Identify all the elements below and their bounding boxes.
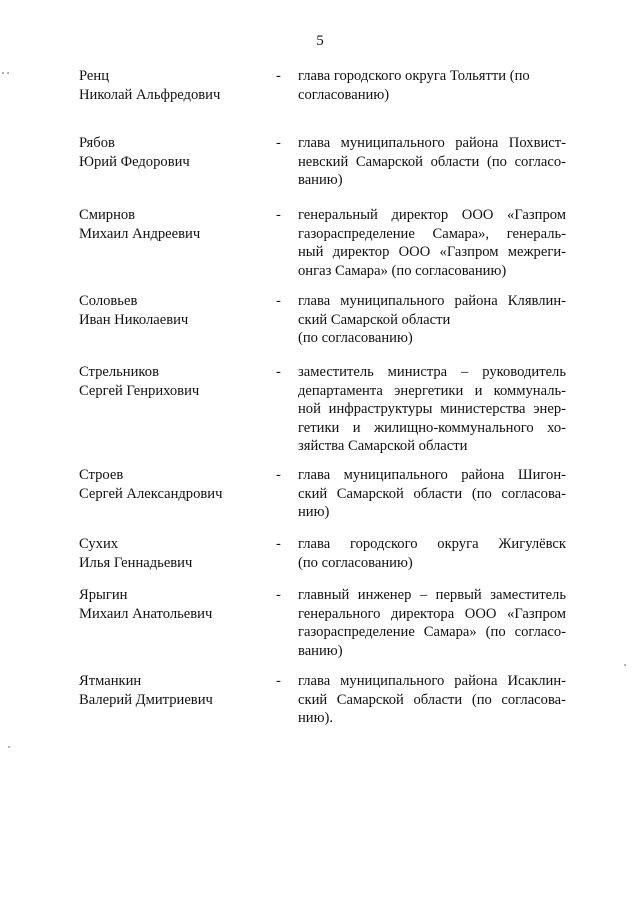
role-line: невский Самарской области (по согласо- <box>298 153 566 170</box>
surname: Стрельников <box>79 364 159 380</box>
role-line: ский Самарской области <box>298 311 451 328</box>
surname: Смирнов <box>79 207 136 223</box>
separator-dash: - <box>276 467 281 483</box>
role-line: (по согласованию) <box>298 554 413 571</box>
surname: Соловьев <box>79 293 138 309</box>
separator-dash: - <box>276 673 281 689</box>
role-line: ной инфраструктуры министерства энер- <box>298 401 566 417</box>
surname: Строев <box>79 467 124 483</box>
surname: Ятманкин <box>79 673 142 689</box>
position-description <box>298 535 566 572</box>
given-names: Сергей Генрихович <box>79 382 200 399</box>
role-line: гетики и жилищно-коммунального хо- <box>298 419 566 436</box>
position-description <box>298 206 566 280</box>
separator-dash: - <box>276 293 281 309</box>
person-name <box>79 67 269 104</box>
position-description <box>298 292 566 348</box>
role-line: глава муниципального района Похвист- <box>298 135 566 151</box>
person-name <box>79 134 269 171</box>
role-line: газораспределение Самара», генераль- <box>298 225 566 242</box>
role-line: ванию) <box>298 642 343 659</box>
role-line: глава городского округа Тольятти (по <box>298 68 530 84</box>
given-names: Михаил Анатольевич <box>79 605 213 622</box>
surname: Сухих <box>79 536 119 552</box>
person-name <box>79 672 269 709</box>
given-names: Сергей Александрович <box>79 485 223 502</box>
role-line: согласованию) <box>298 86 390 103</box>
person-name <box>79 586 269 623</box>
separator-dash: - <box>276 68 281 84</box>
role-line: глава муниципального района Клявлин- <box>298 293 566 309</box>
role-line: ский Самарской области (по согласова- <box>298 691 566 708</box>
given-names: Илья Геннадьевич <box>79 554 193 571</box>
role-line: ванию) <box>298 172 343 188</box>
role-line: газораспределение Самара» (по согласо- <box>298 624 566 640</box>
person-name <box>79 535 269 572</box>
given-names: Валерий Дмитриевич <box>79 691 213 708</box>
role-line: главный инженер – первый заместитель <box>298 587 566 603</box>
position-description <box>298 466 566 522</box>
role-line: нию). <box>298 710 334 726</box>
role-line: департамента энергетики и коммуналь- <box>298 382 566 399</box>
scan-speck <box>7 72 9 74</box>
position-description <box>298 363 566 456</box>
role-line: онгаз Самара» (по согласованию) <box>298 262 507 279</box>
role-line: (по согласованию) <box>298 330 413 346</box>
person-name <box>79 363 269 400</box>
given-names: Николай Альфредович <box>79 86 221 103</box>
separator-dash: - <box>276 207 281 223</box>
separator-dash: - <box>276 135 281 151</box>
scan-speck <box>8 746 10 748</box>
role-line: нию) <box>298 504 330 520</box>
position-description <box>298 586 566 660</box>
person-name <box>79 466 269 503</box>
person-name <box>79 206 269 243</box>
surname: Ренц <box>79 68 110 84</box>
role-line: глава муниципального района Исаклин- <box>298 673 566 689</box>
role-line: генерального директора ООО «Газпром <box>298 605 566 622</box>
person-name <box>79 292 269 329</box>
surname: Ярыгин <box>79 587 128 603</box>
separator-dash: - <box>276 587 281 603</box>
position-description <box>298 67 566 104</box>
role-line: заместитель министра – руководитель <box>298 364 566 380</box>
separator-dash: - <box>276 364 281 380</box>
role-line: зяйства Самарской области <box>298 438 468 454</box>
given-names: Михаил Андреевич <box>79 225 201 242</box>
role-line: ный директор ООО «Газпром межреги- <box>298 244 566 260</box>
role-line: глава муниципального района Шигон- <box>298 467 566 483</box>
position-description <box>298 672 566 728</box>
role-line: ский Самарской области (по согласова- <box>298 485 566 502</box>
given-names: Юрий Федорович <box>79 153 190 170</box>
given-names: Иван Николаевич <box>79 311 189 328</box>
role-line: генеральный директор ООО «Газпром <box>298 207 566 223</box>
scan-speck <box>2 72 4 74</box>
surname: Рябов <box>79 135 115 151</box>
page-number: 5 <box>316 33 324 49</box>
separator-dash: - <box>276 536 281 552</box>
role-line: глава городского округа Жигулёвск <box>298 536 566 552</box>
scan-speck <box>624 664 626 666</box>
position-description <box>298 134 566 190</box>
